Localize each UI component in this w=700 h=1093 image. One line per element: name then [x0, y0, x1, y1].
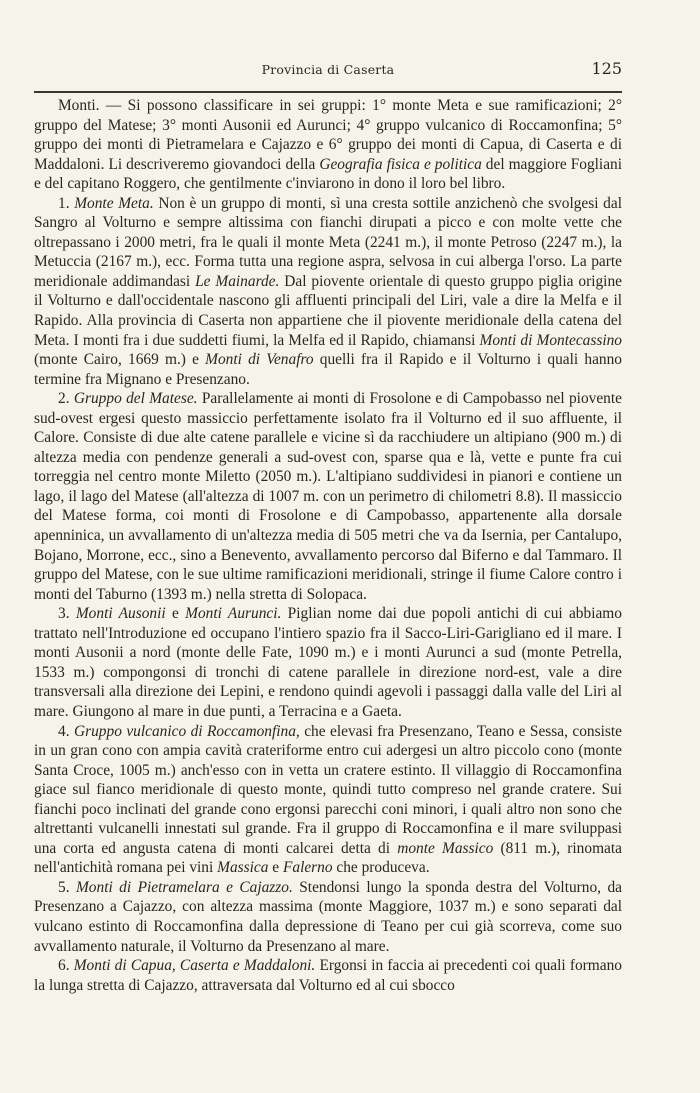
- place-name: Monti di Venafro: [205, 351, 314, 369]
- place-name: monte Massico: [397, 839, 494, 857]
- paragraph-meta: [34, 194, 622, 389]
- paragraph-text: Piglian nome dai due popoli antichi di cui abbiamo trattato nell'Introduzione ed occupano l'intiero spazio fra il Sacco-Liri-Garigliano ed il mare. I monti Ausonii a nord (monte delle Fate, 1090 m.) e i monti Aurunci a sud (monte Petrella, 1533 m.) compongonsi di tronchi di catene parallele in direzione nord-est, vale a dire transversali alla direzione dei Lepini, e rendono quindi agevoli i passaggi dalla valle del Liri al mare. Giungono al mare in due punti, a Terracina e a Gaeta.: [34, 605, 622, 720]
- paragraph-text: e: [165, 605, 186, 623]
- section-heading: Monti di Capua, Caserta e Maddaloni.: [73, 957, 316, 975]
- paragraph-text: (monte Cairo, 1669 m.) e: [34, 351, 206, 369]
- wine-name: Massica: [217, 859, 269, 877]
- running-title: Provincia di Caserta: [261, 62, 395, 77]
- paragraph-lead: Monti.: [58, 97, 100, 114]
- paragraph-roccamonfina: [34, 722, 622, 878]
- paragraph-number: 1.: [58, 194, 70, 212]
- section-heading: Gruppo vulcanico di Roccamonfina,: [74, 722, 300, 740]
- paragraph-text: che elevasi fra Presenzano, Teano e Sessa, consiste in un gran cono con ampia cavità crateriforme entro cui adergesi un altro piccolo cono (monte Santa Croce, 1005 m.) anch'esso con in vetta un cratere estinto. Il villaggio di Roccamonfina giace sul fianco meridionale di questo monte, quindi tutto compreso nel grande cratere. Sui fianchi poco inclinati del grande cono ergonsi parecchi coni minori, i quali altro non sono che altrettanti vulcanelli innestati sul grande. Fra il gruppo di Roccamonfina e il mare sviluppasi una corta ed angusta catena di monti calcarei detta di: [34, 722, 622, 857]
- paragraph-text: e: [268, 859, 283, 877]
- wine-name: Falerno: [282, 859, 333, 877]
- paragraph-text: — Si possono classificare in sei gruppi: 1° monte Meta e sue ramificazioni; 2° gruppo del Matese; 3° monti Ausonii ed Aurunci; 4° gruppo vulcanico di Roccamonfina; 5° gruppo dei monti di Pietramelara e Cajazzo e 6° gruppo dei monti di Capua, di Caserta e di Maddaloni. Li descriveremo giovandoci della: [34, 97, 622, 173]
- paragraph-text: Stendonsi lungo la sponda destra del Volturno, da Presenzano a Cajazzo, con altezza massima (monte Maggiore, 1037 m.) e sono separati dal vulcano estinto di Roccamonfina dalla depressione di Teano per cui già scorreva, come suo avvallamento naturale, il Volturno da Presenzano al mare.: [34, 878, 622, 955]
- header-rule: [34, 91, 622, 93]
- place-name: Monti di Montecassino: [479, 331, 622, 349]
- paragraph-matese: [34, 389, 622, 604]
- paragraph-text: quelli fra il Rapido e il Volturno i quali hanno termine fra Mignano e Presenzano.: [34, 351, 622, 388]
- paragraph-number: 5.: [58, 878, 70, 896]
- body-text: [34, 96, 622, 995]
- paragraph-text: Dal piovente orientale di questo gruppo piglia origine il Volturno e dall'occidentale nascono gli affluenti principali del Liri, vale a dire la Melfa e il Rapido. Alla provincia di Caserta non appartiene che il piovente meridionale della catena del Meta. I monti fra i due suddetti fiumi, la Melfa ed il Rapido, chiamansi: [34, 272, 622, 349]
- paragraph-tail: del maggiore Fogliani e del capitano Roggero, che gentilmente c'inviarono in dono il loro bel libro.: [34, 155, 622, 193]
- paragraph-pietramelara: [34, 878, 622, 956]
- section-heading: Monti di Pietramelara e Cajazzo.: [75, 878, 293, 896]
- paragraph-monti: [34, 96, 622, 194]
- paragraph-number: 2.: [58, 390, 70, 408]
- paragraph-text: Ergonsi in faccia ai precedenti coi quali formano la lunga stretta di Cajazzo, attraversata dal Volturno ed al cui sbocco: [34, 957, 622, 994]
- paragraph-text: Parallelamente ai monti di Frosolone e di Campobasso nel piovente sud-ovest ergesi questo massiccio perfettamente isolato fra il Volturno ed il suo affluente, il Calore. Consiste di due alte catene parallele e vicine sì da racchiudere un altipiano (900 m.) di altezza media con pendenze generali a sud-ovest con, sparse qua e là, vette e punte fra cui torreggia nel centro monte Miletto (2050 m.). L'altipiano suddividesi in pianori e contiene un lago, il lago del Matese (all'altezza di 1007 m. con un perimetro di chilometri 8.8). Il massiccio del Matese forma, coi monti di Frosolone e di Campobasso, appartenente alla dorsale apenninica, un avvallamento di un'altezza media di 505 metri che va da Isernia, per Cantalupo, Bojano, Morrone, ecc., sino a Benevento, avvallamento percorso dal Biferno e dal Tammaro. Il gruppo del Matese, con le sue ultime ramificazioni meridionali, stringe il fiume Calore contro i monti del Taburno (1393 m.) nella stretta di Solopaca.: [34, 390, 622, 603]
- running-header: [34, 60, 622, 82]
- paragraph-capua: [34, 956, 622, 995]
- paragraph-text: che produceva.: [332, 859, 430, 877]
- section-heading: Monti Ausonii: [75, 605, 166, 623]
- place-name: Le Mainarde.: [195, 272, 280, 290]
- section-heading: Gruppo del Matese.: [73, 390, 198, 408]
- book-title: Geografia fisica e politica: [319, 155, 482, 173]
- paragraph-text: (811 m.), rinomata nell'antichità romana pei vini: [34, 839, 622, 877]
- section-heading: Monti Aurunci.: [185, 605, 282, 623]
- paragraph-number: 6.: [58, 957, 70, 975]
- paragraph-text: Non è un gruppo di monti, sì una cresta sottile anzichenò che svolgesi dal Sangro al Volturno e sempre altissima con fianchi dirupati a picco e con molte vette che oltrepassano i 2000 metri, fra le quali il monte Meta (2241 m.), il monte Petroso (2247 m.), la Metuccia (2167 m.), ecc. Forma tutta una regione aspra, selvosa in cui alberga l'orso. La parte meridionale addimandasi: [34, 194, 622, 290]
- paragraph-number: 4.: [58, 722, 70, 740]
- paragraph-number: 3.: [58, 605, 70, 623]
- page-number: 125: [591, 59, 622, 78]
- section-heading: Monte Meta.: [74, 194, 154, 212]
- paragraph-ausonii: [34, 604, 622, 721]
